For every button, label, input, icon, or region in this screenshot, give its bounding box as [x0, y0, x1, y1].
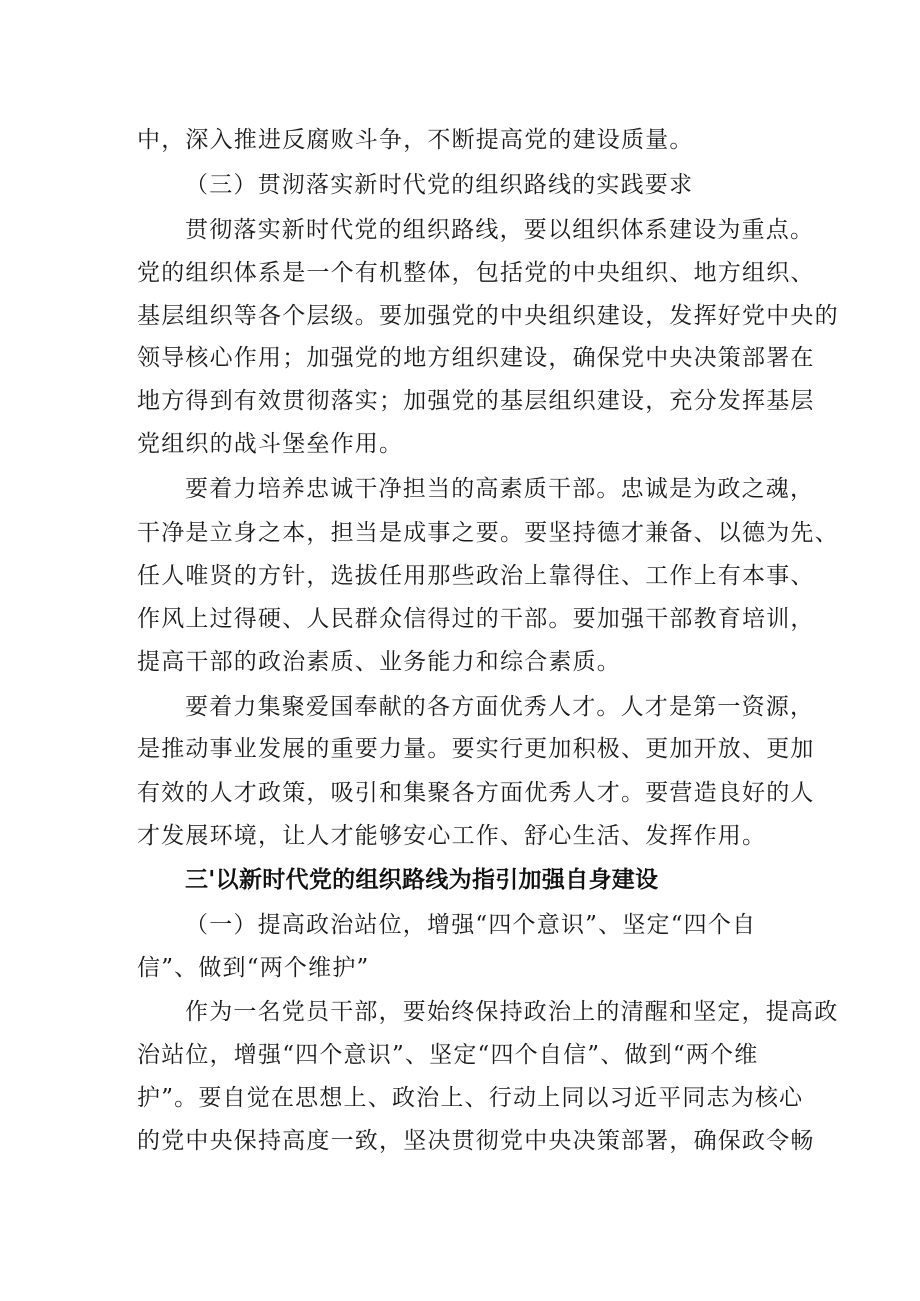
- text-line: 作为一名党员干部，要始终保持政治上的清醒和坚定，提高政: [185, 999, 839, 1025]
- text-line: 党组织的战斗堡垒作用。: [137, 431, 404, 457]
- text-line: 要着力培养忠诚干净担当的高素质干部。忠诚是为政之魂，: [185, 476, 815, 502]
- text-line: 的党中央保持高度一致，坚决贯彻党中央决策部署，确保政令畅: [137, 1128, 815, 1154]
- text-line: 是推动事业发展的重要力量。要实行更加积极、更加开放、更加: [137, 736, 815, 762]
- text-line: 作风上过得硬、人民群众信得过的干部。要加强干部教育培训，: [137, 606, 815, 632]
- subsection-heading: 信”、做到“两个维护”: [137, 955, 370, 981]
- text-line: 中，深入推进反腐败斗争，不断提高党的建设质量。: [137, 127, 694, 153]
- text-line: 要着力集聚爱国奉献的各方面优秀人才。人才是第一资源，: [185, 694, 815, 720]
- section-heading: 三'以新时代党的组织路线为指引加强自身建设: [185, 867, 659, 893]
- subsection-heading: （一）提高政治站位，增强“四个意识”、坚定“四个自: [185, 912, 757, 938]
- text-line: 地方得到有效贯彻落实；加强党的基层组织建设，充分发挥基层: [137, 388, 815, 414]
- text-line: 党的组织体系是一个有机整体，包括党的中央组织、地方组织、: [137, 260, 815, 286]
- subsection-heading: （三）贯沏落实新时代党的组织路线的实践要求: [185, 172, 694, 198]
- text-line: 有效的人才政策，吸引和集聚各方面优秀人才。要营造良好的人: [137, 780, 815, 806]
- text-line: 才发展环境，让人才能够安心工作、舒心生活、发挥作用。: [137, 823, 767, 849]
- text-line: 贯彻落实新时代党的组织路线，要以组织体系建设为重点。: [185, 217, 815, 243]
- text-line: 干净是立身之本，担当是成事之要。要坚持德才兼备、以德为先、: [137, 520, 839, 546]
- text-line: 治站位，增强“四个意识”、坚定“四个自信”、做到“两个维: [137, 1042, 759, 1068]
- text-line: 护”。要自觉在思想上、政治上、行动上同以习近平同志为核心: [137, 1085, 804, 1111]
- text-line: 任人唯贤的方针，选拔任用那些政治上靠得住、工作上有本事、: [137, 563, 815, 589]
- text-line: 领导核心作用；加强党的地方组织建设，确保党中央决策部署在: [137, 345, 815, 371]
- text-line: 基层组织等各个层级。要加强党的中央组织建设，发挥好党中央的: [137, 303, 839, 329]
- text-line: 提高干部的政治素质、业务能力和综合素质。: [137, 649, 621, 675]
